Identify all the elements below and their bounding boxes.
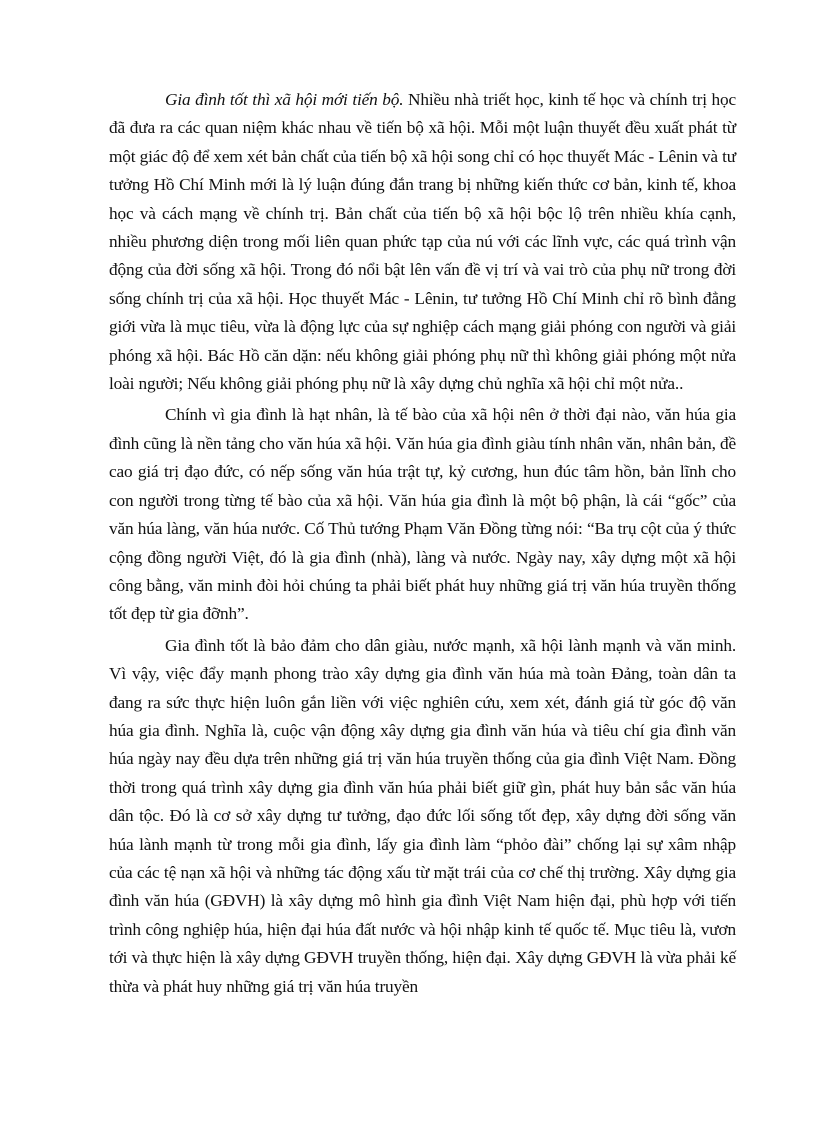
paragraph-body: Chính vì gia đình là hạt nhân, là tế bào của xã hội nên ở thời đại nào, văn húa gia đình cũng là nền tảng cho văn húa xã hội. Văn húa gia đình giàu tính nhân văn, nhân bản, đề cao giá trị đạo đức, có nếp sống văn húa trật tự, kỷ cương, hun đúc tâm hồn, bản lĩnh cho con người trong từng tế bào của xã hội. Văn húa gia đình là một bộ phận, là cái “gốc” của văn húa làng, văn húa nước. Cố Thủ tướng Phạm Văn Đồng từng nói: “Ba trụ cột của ý thức cộng đồng người Việt, đó là gia đình (nhà), làng và nước. Ngày nay, xây dựng một xã hội công bằng, văn minh đòi hỏi chúng ta phải biết phát huy những giá trị văn húa truyền thống tốt đẹp từ gia đỡnh”. (109, 405, 736, 624)
document-page (109, 86, 736, 1001)
paragraph-3 (109, 632, 736, 1001)
paragraph-body: Gia đình tốt là bảo đảm cho dân giàu, nước mạnh, xã hội lành mạnh và văn minh. Vì vậy, việc đẩy mạnh phong trào xây dựng gia đình văn húa mà toàn Đảng, toàn dân ta đang ra sức thực hiện luôn gắn liền với việc nghiên cứu, xem xét, đánh giá từ góc độ văn húa gia đình. Nghĩa là, cuộc vận động xây dựng gia đình văn húa và tiêu chí gia đình văn húa ngày nay đều dựa trên những giá trị văn húa truyền thống của gia đình Việt Nam. Đồng thời trong quá trình xây dựng gia đình văn húa phải biết giữ gìn, phát huy bản sắc văn húa dân tộc. Đó là cơ sở xây dựng tư tưởng, đạo đức lối sống tốt đẹp, xây dựng đời sống văn húa lành mạnh từ trong mỗi gia đình, lấy gia đình làm “phỏo đài” chống lại sự xâm nhập của các tệ nạn xã hội và những tác động xấu từ mặt trái của cơ chế thị trường. Xây dựng gia đình văn húa (GĐVH) là xây dựng mô hình gia đình Việt Nam hiện đại, phù hợp với tiến trình công nghiệp húa, hiện đại húa đất nước và hội nhập kinh tế quốc tế. Mục tiêu là, vươn tới và thực hiện là xây dựng GĐVH truyền thống, hiện đại. Xây dựng GĐVH là vừa phải kế thừa và phát huy những giá trị văn húa truyền (109, 635, 736, 996)
paragraph-2 (109, 401, 736, 628)
paragraph-1 (109, 86, 736, 398)
paragraph-body: Nhiều nhà triết học, kinh tế học và chính trị học đã đưa ra các quan niệm khác nhau về tiến bộ xã hội. Mỗi một luận thuyết đều xuất phát từ một giác độ để xem xét bản chất của tiến bộ xã hội song chỉ có học thuyết Mác - Lênin và tư tưởng Hồ Chí Minh mới là lý luận đúng đắn trang bị những kiến thức cơ bản, kinh tế, khoa học và cách mạng về chính trị. Bản chất của tiến bộ xã hội bộc lộ trên nhiều khía cạnh, nhiều phương diện trong mối liên quan phức tạp của nú với các lĩnh vực, các quá trình vận động của đời sống xã hội. Trong đó nổi bật lên vấn đề vị trí và vai trò của phụ nữ trong đời sống chính trị của xã hội. Học thuyết Mác - Lênin, tư tưởng Hồ Chí Minh chỉ rõ bình đẳng giới vừa là mục tiêu, vừa là động lực của sự nghiệp cách mạng giải phóng con người và giải phóng xã hội. Bác Hồ căn dặn: nếu không giải phóng phụ nữ thì không giải phóng một nửa loài người; Nếu không giải phóng phụ nữ là xây dựng chủ nghĩa xã hội chỉ một nửa.. (109, 90, 736, 394)
paragraph-lead-italic: Gia đình tốt thì xã hội mới tiến bộ. (165, 90, 404, 109)
